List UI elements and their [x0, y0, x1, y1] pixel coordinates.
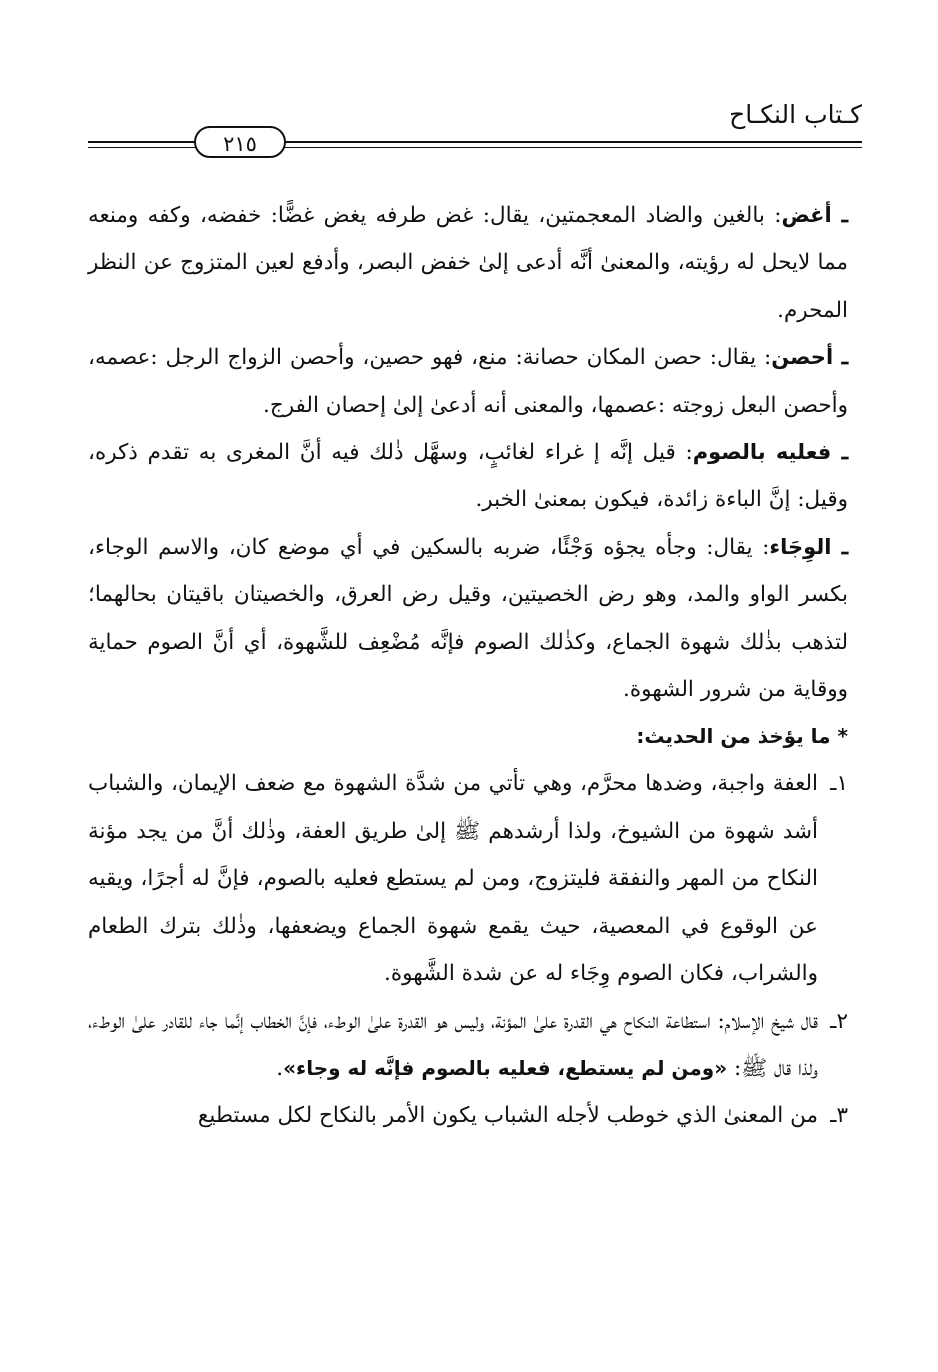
- glossary-term: فعليه بالصوم: [692, 440, 832, 465]
- book-title: كـتاب النكـاح: [729, 100, 862, 129]
- glossary-entry-ahsan: ـ أحصن: يقال: حصن المكان حصانة: منع، فهو حصين، وأحصن الزواج الرجل :عصمه، وأحصن البعل زوجته :عصمها، والمعنى أنه أدعىٰ إلىٰ إحصان الفرج.: [88, 345, 848, 418]
- page-header: [88, 100, 862, 160]
- glossary-term: أحصن: [771, 345, 834, 370]
- section-heading: * ما يؤخذ من الحديث:: [636, 724, 848, 749]
- point-number: ١ـ: [830, 771, 848, 797]
- page-number: ٢١٥: [194, 126, 286, 158]
- glossary-text: : بالغين والضاد المعجمتين، يقال: غض طرفه يغض غضًّا: خفضه، وكفه ومنعه مما لايحل له رؤيته، والمعنىٰ أنَّه أدعى إلىٰ خفض البصر، وأدفع لعين المتزوج عن النظر المحرم.: [88, 203, 848, 323]
- page-body: [88, 192, 848, 1140]
- glossary-entry-wijaa: ـ الوِجَاء: يقال: وجأه يجؤه وَجْئًا، ضربه بالسكين في أي موضع كان، والاسم الوجاء، بكسر الواو والمد، وهو رض الخصيتين، وقيل رض العرق، والخصيتان باقيتان بحالهما؛ لتذهب بذٰلك شهوة الجماع، وكذٰلك الصوم فإنَّه مُضْعِف للشَّهوة، أي أنَّ الصوم حماية ووقاية من شرور الشهوة.: [88, 534, 848, 703]
- point-number: ٣ـ: [830, 1103, 848, 1129]
- point-text: من المعنىٰ الذي خوطب لأجله الشباب يكون الأمر بالنكاح لكل مستطيع: [197, 1103, 818, 1129]
- glossary-entry-aghad: ـ أغض: بالغين والضاد المعجمتين، يقال: غض طرفه يغض غضًّا: خفضه، وكفه ومنعه مما لايحل له رؤيته، والمعنىٰ أنَّه أدعى إلىٰ خفض البصر، وأدفع لعين المتزوج عن النظر المحرم.: [88, 203, 848, 323]
- glossary-text: : قيل إنَّه إ غراء لغائبٍ، وسهَّل ذٰلك فيه أنَّ المغرى به تقدم ذكره، وقيل: إنَّ الباءة زائدة، فيكون بمعنىٰ الخبر.: [88, 440, 848, 513]
- list-item: [88, 1092, 848, 1139]
- point-number: ٢ـ: [830, 1008, 848, 1034]
- glossary-entry-faalayhi: ـ فعليه بالصوم: قيل إنَّه إ غراء لغائبٍ، وسهَّل ذٰلك فيه أنَّ المغرى به تقدم ذكره، وقيل: إنَّ الباءة زائدة، فيكون بمعنىٰ الخبر.: [88, 440, 848, 513]
- glossary-term: الوِجَاء: [769, 534, 832, 559]
- glossary-term: أغض: [781, 203, 832, 227]
- point-text: قال شيخ الإسلام: استطاعة النكاح هي القدرة علىٰ المؤنة، وليس هو القدرة علىٰ الوطء، فإنَّ الخطاب إنَّما جاء للقادر علىٰ الوطء، ولذا قال ﷺ:: [88, 1008, 818, 1081]
- list-item: [88, 760, 848, 997]
- glossary-text: : يقال: حصن المكان حصانة: منع، فهو حصين، وأحصن الزواج الرجل :عصمه، وأحصن البعل زوجته :عصمها، والمعنى أنه أدعىٰ إلىٰ إحصان الفرج.: [88, 345, 848, 418]
- list-item: ٢ـ قال شيخ الإسلام: استطاعة النكاح هي القدرة علىٰ المؤنة، وليس هو القدرة علىٰ الوطء، فإنَّ الخطاب إنَّما جاء للقادر علىٰ الوطء، ولذا قال ﷺ: «ومن لم يستطع، فعليه بالصوم فإنَّه له وجاء».: [88, 998, 848, 1093]
- point-text: العفة واجبة، وضدها محرَّم، وهي تأتي من شدَّة الشهوة مع ضعف الإيمان، والشباب أشد شهوة من الشيوخ، ولذا أرشدهم ﷺ إلىٰ طريق العفة، وذٰلك أنَّ من يجد مؤنة النكاح من المهر والنفقة فليتزوج، ومن لم يستطع فعليه بالصوم، فإنَّ له أجرًا، ويقيه عن الوقوع في المعصية، حيث يقمع شهوة الجماع ويضعفها، وذٰلك بترك الطعام والشراب، فكان الصوم وِجَاء له عن شدة الشَّهوة.: [88, 771, 818, 987]
- hadith-quote: «ومن لم يستطع، فعليه بالصوم فإنَّه له وجاء»: [283, 1055, 728, 1080]
- glossary-text: : يقال: وجأه يجؤه وَجْئًا، ضربه بالسكين في أي موضع كان، والاسم الوجاء، بكسر الواو والمد، وهو رض الخصيتين، وقيل رض العرق، والخصيتان باقيتان بحالهما؛ لتذهب بذٰلك شهوة الجماع، وكذٰلك الصوم فإنَّه مُضْعِف للشَّهوة، أي أنَّ الصوم حماية ووقاية من شرور الشهوة.: [88, 534, 848, 703]
- points-list: [88, 760, 848, 1139]
